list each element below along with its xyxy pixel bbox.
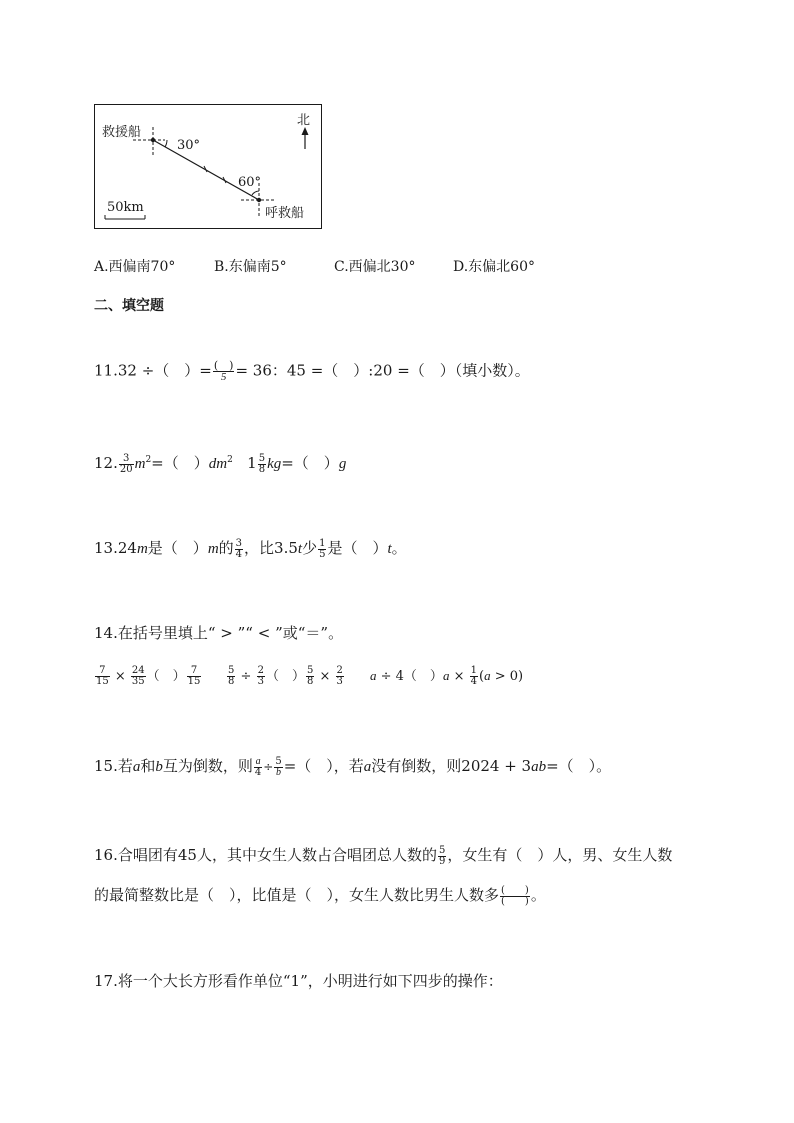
q14-e2-c-den: 8 xyxy=(306,676,314,687)
q16-line1-a: 16.合唱团有45人，其中女生人数占合唱团总人数的 xyxy=(94,846,437,864)
angle-60-label: 60° xyxy=(238,175,262,190)
q15-t3: 互为倒数，则 xyxy=(162,757,253,775)
q13-unit-2: m xyxy=(207,541,219,557)
q14-e3-t3: ( xyxy=(479,669,485,684)
q13-fraction-2 xyxy=(318,539,326,560)
section-title: 二、填空题 xyxy=(94,298,164,314)
q16-blank-den: ( ) xyxy=(501,895,529,907)
q16-line1-b: ，女生有（ ）人，男、女生人数 xyxy=(447,846,673,864)
q14-e2-frac-d xyxy=(336,666,344,687)
angle-30-label: 30° xyxy=(177,138,201,153)
scale-label: 50km xyxy=(107,200,144,215)
q15-ab: ab xyxy=(531,759,547,775)
q12-mid: =（ ） xyxy=(151,454,209,472)
north-label: 北 xyxy=(297,113,311,128)
question-12 xyxy=(94,450,346,475)
question-13 xyxy=(94,538,407,560)
q13-unit-1: m xyxy=(136,541,148,557)
q13-f1-num: 3 xyxy=(235,537,243,549)
q11-rest: = 36：45 =（ ）:20 =（ ）（填小数）。 xyxy=(235,361,530,380)
question-16-line-1 xyxy=(94,845,672,867)
q12-eq: =（ ） xyxy=(281,454,339,472)
q14-e3-t2: × xyxy=(453,669,465,684)
q16-blank-num: ( ) xyxy=(501,884,529,896)
q16-frac-num: 5 xyxy=(438,844,446,856)
q14-e1-c-num: 7 xyxy=(187,666,202,677)
q14-e1-c-den: 15 xyxy=(187,676,201,687)
q14-e3-num: 1 xyxy=(470,665,477,676)
q13-f2-den: 5 xyxy=(319,548,326,560)
q12-unit-g: g xyxy=(338,456,347,472)
q11-fraction xyxy=(213,360,235,383)
q12-prefix: 12. xyxy=(94,454,118,472)
q11-frac-num: ( ) xyxy=(213,359,234,372)
angle-arc-30 xyxy=(165,140,167,147)
q12-sup-2: 2 xyxy=(227,455,233,465)
q12-unit-dm: dm xyxy=(208,456,228,472)
q13-text-2: 的 xyxy=(218,539,234,557)
q15-f1-den: 4 xyxy=(254,766,262,778)
q13-fraction-1 xyxy=(235,539,243,560)
q14-e2-op: ÷ xyxy=(240,669,252,684)
q15-f2-num: 5 xyxy=(275,755,282,767)
q14-e1-b-den: 35 xyxy=(131,676,145,687)
q14-e2-b-den: 3 xyxy=(257,676,264,687)
q16-line2-a: 的最简整数比是（ ），比值是（ ），女生人数比男生人数多 xyxy=(94,886,500,904)
q14-expr-2 xyxy=(226,666,345,687)
q14-e2-d-num: 2 xyxy=(336,665,343,676)
q14-e2-d-den: 3 xyxy=(336,676,343,687)
q15-a2: a xyxy=(363,759,372,775)
q13-unit-3: t xyxy=(297,541,303,557)
q14-e2-b-num: 2 xyxy=(257,665,264,676)
q16-frac xyxy=(438,846,446,867)
q14-e2-blank: （ ） xyxy=(265,669,305,684)
q12-fraction-2 xyxy=(258,454,266,475)
q13-unit-4: t xyxy=(387,541,392,557)
q14-expr-3 xyxy=(370,666,523,687)
distress-point xyxy=(257,198,261,202)
question-17: 17.将一个大长方形看作单位“1”，小明进行如下四步的操作： xyxy=(94,972,503,990)
q14-e2-frac-b xyxy=(257,666,265,687)
q15-f2-den: b xyxy=(276,766,282,778)
option-d: D.东偏北60° xyxy=(453,259,535,275)
q14-e3-den: 4 xyxy=(470,676,477,687)
q15-t2: 和 xyxy=(140,757,156,775)
q14-e3-t4: > 0) xyxy=(494,669,524,684)
question-14-title: 14.在括号里填上“ > ”“ < ”或“＝”。 xyxy=(94,624,344,642)
q15-t6: =（ ）。 xyxy=(546,757,612,775)
q14-e2-op2: × xyxy=(319,669,331,684)
angle-arc-60 xyxy=(252,191,259,195)
q15-t1: 15.若 xyxy=(94,757,133,775)
rescue-point xyxy=(151,138,155,142)
q15-t5: 没有倒数，则2024 + 3 xyxy=(371,757,532,775)
q14-e1-a-den: 15 xyxy=(96,676,109,687)
q15-a: a xyxy=(132,759,141,775)
question-16-line-2 xyxy=(94,885,546,907)
q16-blank-frac xyxy=(500,886,530,907)
q12-f2-den: 8 xyxy=(258,463,266,475)
q12-fraction-1 xyxy=(119,454,134,475)
q12-f1-num: 3 xyxy=(119,454,134,465)
q15-op: ÷ xyxy=(263,760,274,774)
q14-e3-t1: ÷ 4（ ） xyxy=(380,669,443,684)
q13-f2-num: 1 xyxy=(319,537,326,549)
q14-e1-blank: （ ） xyxy=(146,669,186,684)
q15-b: b xyxy=(155,759,163,775)
q14-e3-frac xyxy=(470,666,478,687)
q13-text-6: 。 xyxy=(391,539,407,557)
q14-e2-frac-a xyxy=(227,666,235,687)
q13-text-3: ，比3.5 xyxy=(244,539,298,557)
q14-e2-frac-c xyxy=(306,666,314,687)
option-c: C.西偏北30° xyxy=(334,259,416,275)
q13-f1-den: 4 xyxy=(235,548,243,560)
q12-whole: 1 xyxy=(247,454,257,472)
q12-f1-den: 20 xyxy=(119,463,133,475)
q11-frac-den: 5 xyxy=(220,371,227,383)
north-arrow-head xyxy=(302,127,309,135)
rescue-ship-label: 救援船 xyxy=(102,125,142,140)
q15-frac-1 xyxy=(254,757,262,778)
q14-e2-a-den: 8 xyxy=(228,676,235,687)
q13-prefix: 13.24 xyxy=(94,539,137,557)
q14-e1-a-num: 7 xyxy=(95,666,110,677)
q14-e3-a: a xyxy=(370,668,377,683)
q15-f1-num: a xyxy=(255,755,261,767)
q14-e3-a3: a xyxy=(484,668,491,683)
q14-e2-c-num: 5 xyxy=(306,665,314,676)
direction-diagram xyxy=(94,104,322,229)
q14-e1-op: × xyxy=(114,669,126,684)
q14-e1-frac-a xyxy=(95,666,110,687)
distress-ship-label: 呼救船 xyxy=(265,206,305,221)
q15-t4: =（ ），若 xyxy=(283,757,364,775)
option-b: B.东偏南5° xyxy=(214,259,287,275)
q13-text-4: 少 xyxy=(302,539,318,557)
q14-e1-frac-c xyxy=(187,666,202,687)
question-11 xyxy=(94,360,530,383)
option-a: A.西偏南70° xyxy=(94,259,176,275)
q14-e1-frac-b xyxy=(131,666,146,687)
q14-e2-a-num: 5 xyxy=(228,665,235,676)
q12-sup: 2 xyxy=(145,455,152,465)
q13-text-5: 是（ ） xyxy=(327,539,388,557)
q15-frac-2 xyxy=(274,757,282,778)
q12-unit-kg: kg xyxy=(267,456,282,472)
q11-prefix: 11.32 ÷（ ）= xyxy=(94,361,212,380)
q14-e3-a2: a xyxy=(442,668,450,683)
q13-text-1: 是（ ） xyxy=(147,539,208,557)
q16-line2-b: 。 xyxy=(530,886,546,904)
q12-unit-m: m xyxy=(134,456,146,472)
q16-frac-den: 9 xyxy=(438,855,446,867)
q12-f2-num: 5 xyxy=(258,452,266,464)
question-15 xyxy=(94,756,611,778)
q14-e1-b-num: 24 xyxy=(131,665,145,676)
q14-expr-1 xyxy=(94,666,202,687)
